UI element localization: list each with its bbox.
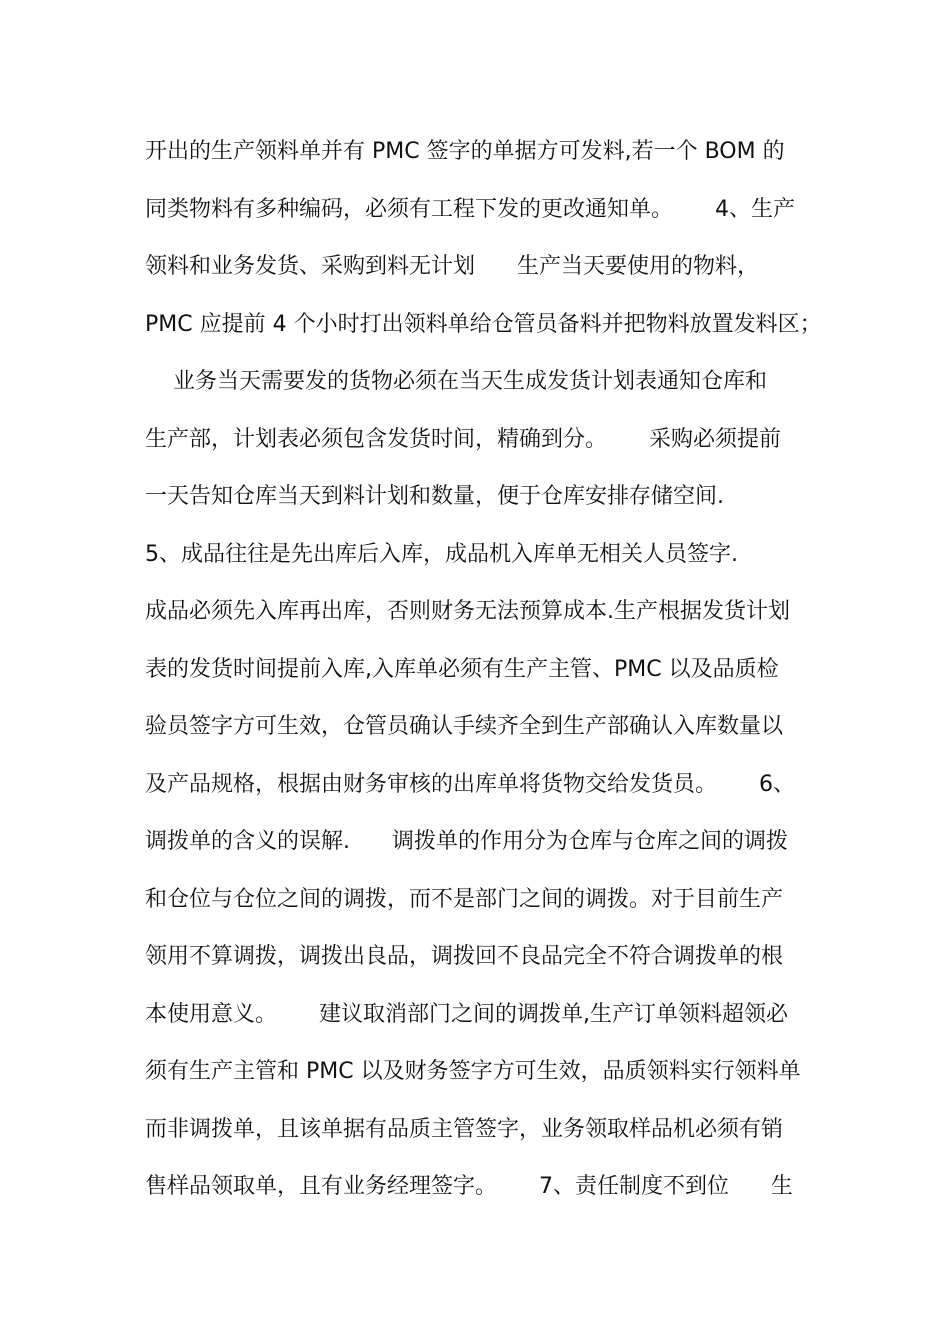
text-line: 验员签字方可生效，仓管员确认手续齐全到生产部确认入库数量以: [145, 714, 784, 739]
text-line: 一天告知仓库当天到料计划和数量，便于仓库安排存储空间.: [145, 484, 724, 509]
text-line: 5、成品往往是先出库后入库，成品机入库单无相关人员签字.: [145, 541, 738, 567]
text-line: 同类物料有多种编码，必须有工程下发的更改通知单。 4、生产: [145, 196, 795, 222]
text-line: 须有生产主管和 PMC 以及财务签字方可生效，品质领料实行领料单: [145, 1059, 801, 1084]
text-line: 而非调拨单，且该单据有品质主管签字，业务领取样品机必须有销: [145, 1116, 784, 1142]
text-line: 本使用意义。 建议取消部门之间的调拨单,生产订单领料超领必: [145, 1001, 788, 1027]
body-text: [145, 128, 825, 1221]
text-line: 领料和业务发货、采购到料无计划 生产当天要使用的物料，: [145, 254, 759, 279]
text-line: 及产品规格，根据由财务审核的出库单将货物交给发货员。 6、: [145, 771, 795, 797]
text-line: PMC 应提前 4 个小时打出领料单给仓管员备料并把物料放置发料区；: [145, 311, 822, 337]
text-line: 表的发货时间提前入库,入库单必须有生产主管、PMC 以及品质检: [145, 656, 779, 682]
text-line: 生产部，计划表必须包含发货时间，精确到分。 采购必须提前: [145, 426, 781, 452]
text-line: 业务当天需要发的货物必须在当天生成发货计划表通知仓库和: [145, 369, 767, 394]
text-line: 开出的生产领料单并有 PMC 签字的单据方可发料,若一个 BOM 的: [145, 139, 785, 164]
text-line: 售样品领取单，且有业务经理签字。 7、责任制度不到位 生: [145, 1174, 793, 1199]
text-line: 调拨单的含义的误解. 调拨单的作用分为仓库与仓库之间的调拨: [145, 829, 788, 854]
text-line: 成品必须先入库再出库，否则财务无法预算成本.生产根据发货计划: [145, 599, 790, 624]
text-line: 和仓位与仓位之间的调拨，而不是部门之间的调拨。对于目前生产: [145, 886, 784, 912]
text-line: 领用不算调拨，调拨出良品，调拨回不良品完全不符合调拨单的根: [145, 944, 784, 969]
